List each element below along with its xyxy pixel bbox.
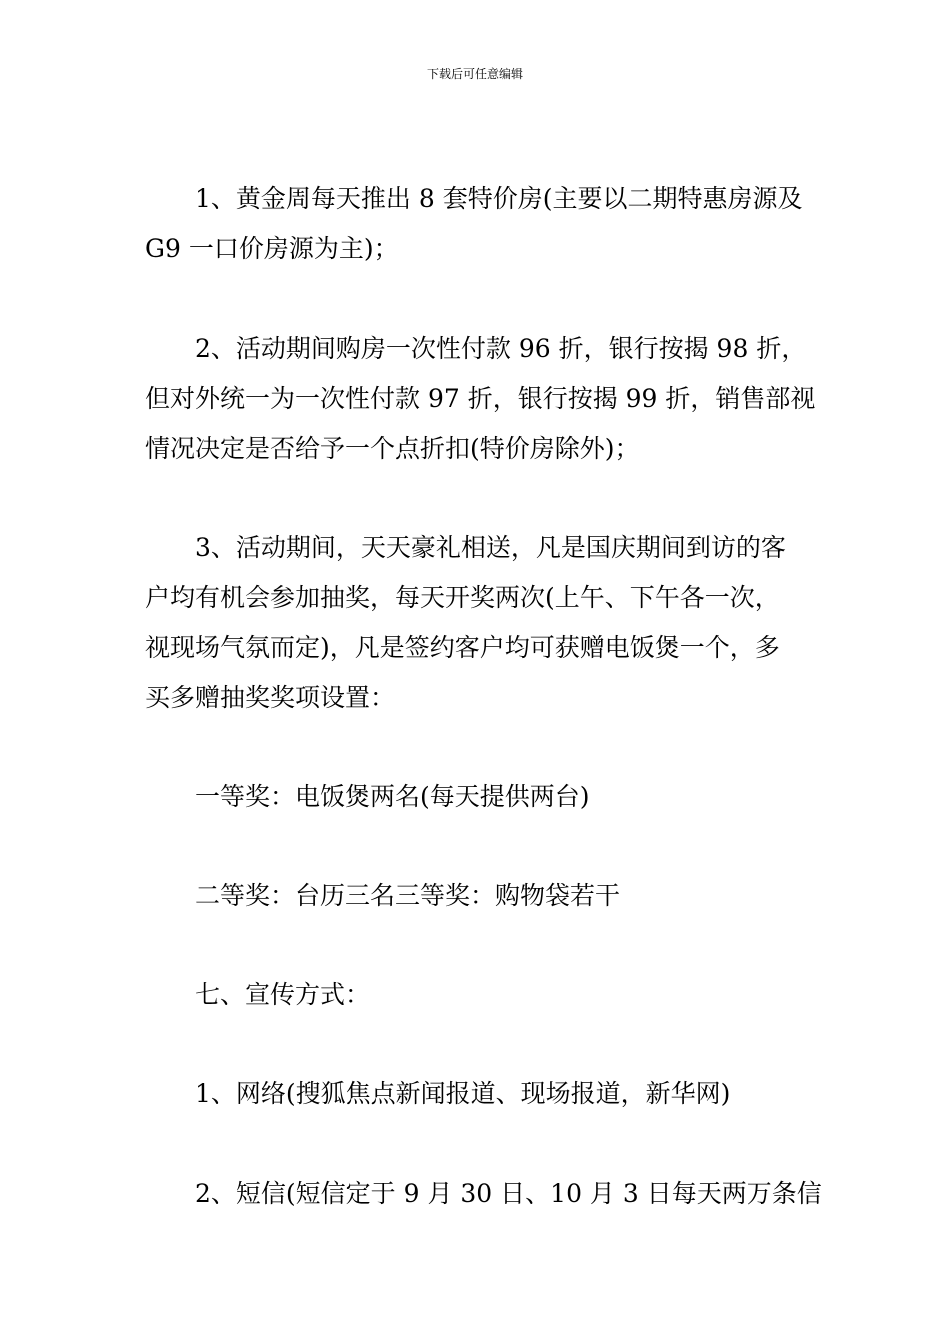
text-line: 2、活动期间购房一次性付款 96 折，银行按揭 98 折， [195, 334, 807, 363]
text-line: 视现场气氛而定)，凡是签约客户均可获赠电饭煲一个，多 [145, 633, 780, 662]
text-line: 1、黄金周每天推出 8 套特价房(主要以二期特惠房源及 [195, 184, 803, 213]
text-line: 一等奖：电饭煲两名(每天提供两台) [195, 782, 590, 811]
section-heading [145, 970, 810, 1020]
promo-item-sms [145, 1169, 822, 1219]
text-line: 1、网络(搜狐焦点新闻报道、现场报道，新华网) [195, 1079, 731, 1108]
page-header: 下载后可任意编辑 [426, 67, 523, 81]
promo-item-network [145, 1069, 810, 1119]
text-line: 情况决定是否给予一个点折扣(特价房除外)； [145, 434, 640, 463]
first-prize-line [145, 772, 810, 822]
second-prize-line [145, 871, 810, 921]
text-line: 但对外统一为一次性付款 97 折，银行按揭 99 折，销售部视 [145, 384, 816, 413]
text-line: 2、短信(短信定于 9 月 30 日、10 月 3 日每天两万条信 [195, 1179, 822, 1208]
paragraph-item-1 [145, 174, 810, 274]
paragraph-item-2 [145, 324, 816, 474]
text-line: 七、宣传方式： [195, 980, 371, 1009]
text-line: G9 一口价房源为主)； [145, 234, 399, 263]
paragraph-item-3 [145, 523, 810, 723]
text-line: 二等奖：台历三名三等奖：购物袋若干 [195, 881, 621, 910]
text-line: 3、活动期间，天天豪礼相送，凡是国庆期间到访的客 [195, 533, 786, 562]
text-line: 买多赠抽奖奖项设置： [145, 683, 396, 712]
text-line: 户均有机会参加抽奖，每天开奖两次(上午、下午各一次， [145, 583, 780, 612]
